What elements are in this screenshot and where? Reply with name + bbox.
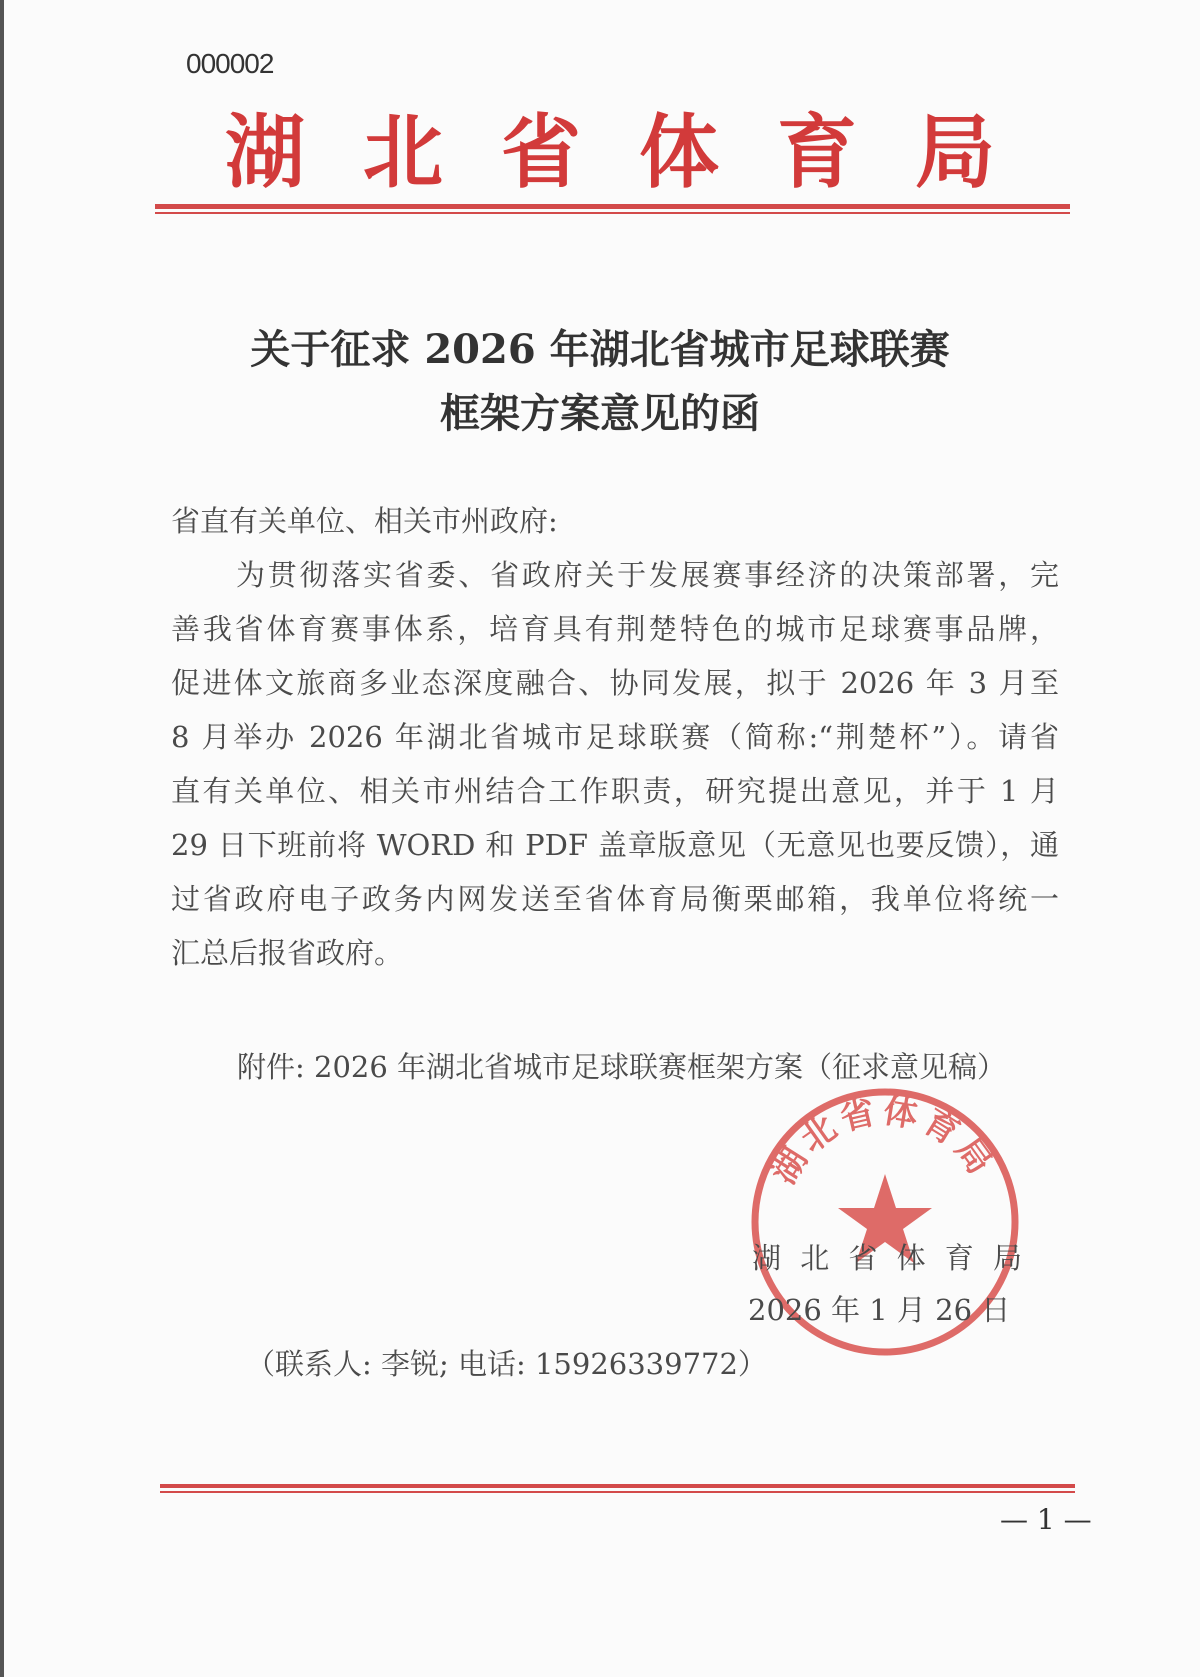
letterhead-char: 体 xyxy=(639,105,719,199)
header-red-line-thick xyxy=(155,204,1070,209)
document-title-line-2: 框架方案意见的函 xyxy=(440,390,760,437)
signature-char: 北 xyxy=(800,1241,830,1275)
signature-date: 2026 年 1 月 26 日 xyxy=(748,1293,1011,1327)
footer-red-line-thin xyxy=(160,1491,1075,1493)
letterhead-org-name xyxy=(225,88,995,203)
signature-char: 省 xyxy=(848,1241,878,1275)
body-line: 直有关单位、相关市州结合工作职责，研究提出意见，并于 1 月 xyxy=(171,774,1059,808)
body-line: 8 月举办 2026 年湖北省城市足球联赛（简称:“荆楚杯”）。请省 xyxy=(171,720,1059,754)
letterhead-char: 湖 xyxy=(225,105,305,199)
body-line: 29 日下班前将 WORD 和 PDF 盖章版意见（无意见也要反馈），通 xyxy=(171,828,1059,862)
letterhead-char: 局 xyxy=(915,105,995,199)
document-serial-number: 000002 xyxy=(186,48,274,79)
attachment-note: 附件: 2026 年湖北省城市足球联赛框架方案（征求意见稿） xyxy=(237,1050,1007,1084)
signature-char: 湖 xyxy=(752,1241,782,1275)
signature-char: 体 xyxy=(896,1241,926,1275)
document-title-line-1: 关于征求 2026 年湖北省城市足球联赛 xyxy=(250,326,950,373)
body-line: 汇总后报省政府。 xyxy=(171,936,404,970)
signature-org xyxy=(752,1240,1022,1276)
letterhead-char: 育 xyxy=(777,105,857,199)
letterhead-char: 北 xyxy=(363,105,443,199)
body-line: 善我省体育赛事体系，培育具有荆楚特色的城市足球赛事品牌， xyxy=(171,612,1059,646)
page-number: — 1 — xyxy=(1000,1503,1092,1536)
header-red-line-thin xyxy=(155,212,1070,214)
body-line: 为贯彻落实省委、省政府关于发展赛事经济的决策部署，完 xyxy=(236,558,1059,592)
body-line: 促进体文旅商多业态深度融合、协同发展，拟于 2026 年 3 月至 xyxy=(171,666,1059,700)
signature-char: 局 xyxy=(992,1241,1022,1275)
footer-red-line-thick xyxy=(160,1484,1075,1488)
seal-text: 湖北省体育局 xyxy=(763,1090,1003,1192)
page-edge xyxy=(0,0,4,1677)
body-line: 过省政府电子政务内网发送至省体育局衡栗邮箱，我单位将统一 xyxy=(171,882,1059,916)
letterhead-char: 省 xyxy=(501,105,581,199)
salutation: 省直有关单位、相关市州政府: xyxy=(171,504,558,538)
signature-char: 育 xyxy=(944,1241,974,1275)
contact-info: （联系人: 李锐; 电话: 15926339772） xyxy=(246,1347,767,1381)
